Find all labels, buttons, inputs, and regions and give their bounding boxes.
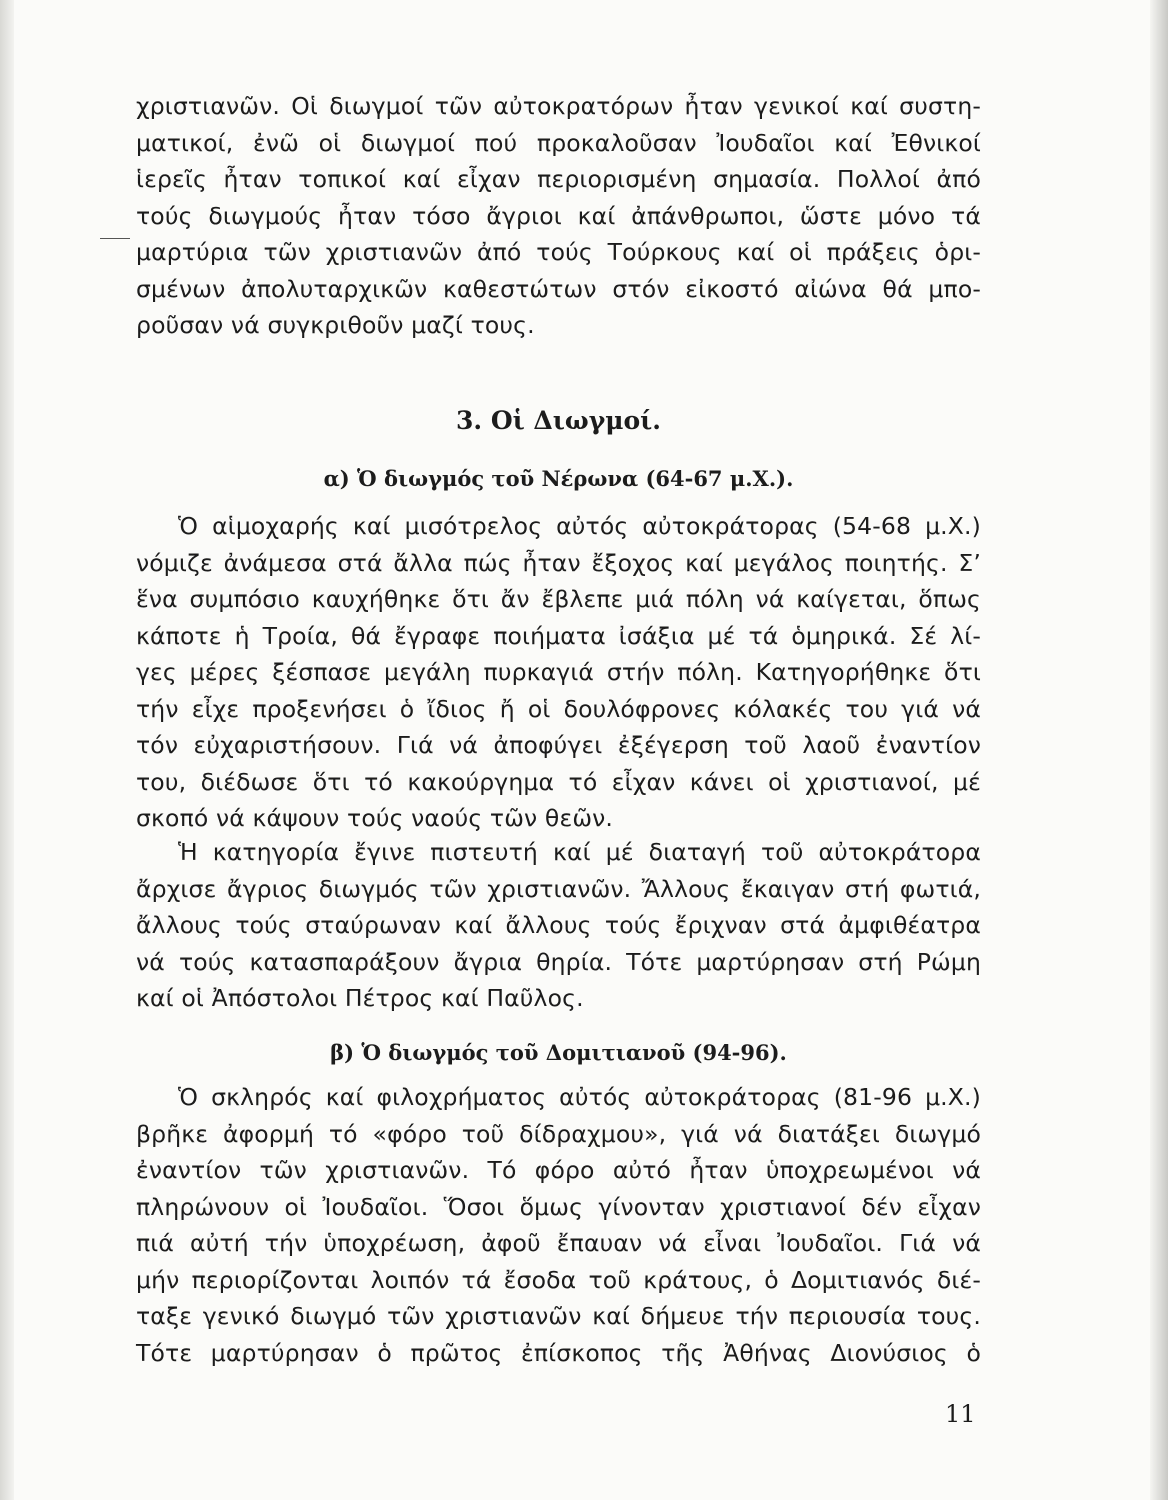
- text-line: Ὁ αἱμοχαρής καί μισότρελος αὐτός αὐτοκράτορας (54-68 μ.Χ.): [178, 512, 981, 540]
- text-line: τόν εὐχαριστήσουν. Γιά νά ἀποφύγει ἐξέγερση τοῦ λαοῦ ἐναντίον: [136, 731, 981, 759]
- text-line: Ὁ σκληρός καί φιλοχρήματος αὐτός αὐτοκράτορας (81-96 μ.Χ.): [178, 1083, 981, 1111]
- text-line: γες μέρες ξέσπασε μεγάλη πυρκαγιά στήν πόλη. Κατηγορήθηκε ὅτι: [136, 658, 981, 686]
- text-line: πιά αὐτή τήν ὑποχρέωση, ἀφοῦ ἔπαυαν νά εἶναι Ἰουδαῖοι. Γιά νά: [136, 1229, 981, 1257]
- text-line: καί οἱ Ἀπόστολοι Πέτρος καί Παῦλος.: [136, 984, 584, 1012]
- text-line: ταξε γενικό διωγμό τῶν χριστιανῶν καί δήμευε τήν περιουσία τους.: [136, 1302, 981, 1330]
- page-edge-left: [0, 0, 14, 1500]
- text-line: ἱερεῖς ἦταν τοπικοί καί εἶχαν περιορισμένη σημασία. Πολλοί ἀπό: [136, 165, 981, 193]
- margin-mark: [100, 238, 130, 239]
- text-line: πληρώνουν οἱ Ἰουδαῖοι. Ὅσοι ὅμως γίνονταν χριστιανοί δέν εἶχαν: [136, 1192, 981, 1221]
- text-line: σμένων ἀπολυταρχικῶν καθεστώτων στόν εἰκοστό αἰώνα θά μπο-: [136, 274, 981, 303]
- subsection-a-paragraph-2: [136, 834, 981, 1017]
- intro-paragraph: [136, 88, 981, 344]
- subsection-b-paragraph-1: [136, 1079, 981, 1371]
- text-line: σκοπό νά κάψουν τούς ναούς τῶν θεῶν.: [136, 804, 614, 832]
- text-line: κάποτε ἡ Τροία, θά ἔγραφε ποιήματα ἰσάξια μέ τά ὁμηρικά. Σέ λί-: [136, 621, 981, 650]
- text-line: τήν εἶχε προξενήσει ὁ ἴδιος ἤ οἱ δουλόφρονες κόλακές του γιά νά: [136, 694, 981, 723]
- page-number: 11: [945, 1400, 976, 1428]
- text-line: ροῦσαν νά συγκριθοῦν μαζί τους.: [136, 311, 535, 339]
- text-line: Ἡ κατηγορία ἔγινε πιστευτή καί μέ διαταγή τοῦ αὐτοκράτορα: [178, 838, 981, 866]
- text-line: ἄρχισε ἄγριος διωγμός τῶν χριστιανῶν. Ἄλλους ἔκαιγαν στή φωτιά,: [136, 874, 981, 903]
- text-line: ματικοί, ἐνῶ οἱ διωγμοί πού προκαλοῦσαν Ἰουδαῖοι καί Ἐθνικοί: [136, 128, 981, 157]
- page-edge-right: [1150, 0, 1168, 1500]
- text-line: του, διέδωσε ὅτι τό κακούργημα τό εἶχαν κάνει οἱ χριστιανοί, μέ: [136, 767, 981, 796]
- text-line: χριστιανῶν. Οἱ διωγμοί τῶν αὐτοκρατόρων ἦταν γενικοί καί συστη-: [136, 92, 981, 120]
- text-line: ἄλλους τούς σταύρωναν καί ἄλλους τούς ἔριχναν στά ἀμφιθέατρα: [136, 911, 981, 939]
- text-line: μήν περιορίζονται λοιπόν τά ἔσοδα τοῦ κράτους, ὁ Δομιτιανός διέ-: [136, 1265, 981, 1294]
- text-line: μαρτύρια τῶν χριστιανῶν ἀπό τούς Τούρκους καί οἱ πράξεις ὁρι-: [136, 238, 981, 266]
- text-line: βρῆκε ἀφορμή τό «φόρο τοῦ δίδραχμου», γιά νά διατάξει διωγμό: [136, 1119, 981, 1148]
- subsection-a-title: α) Ὁ διωγμός τοῦ Νέρωνα (64-67 μ.Χ.).: [323, 466, 794, 491]
- text-line: νόμιζε ἀνάμεσα στά ἄλλα πώς ἦταν ἔξοχος καί μεγάλος ποιητής. Σ’: [136, 548, 981, 577]
- section-title: 3. Οἱ Διωγμοί.: [456, 406, 661, 435]
- subsection-b-title: β) Ὁ διωγμός τοῦ Δομιτιανοῦ (94-96).: [330, 1040, 787, 1065]
- text-line: τούς διωγμούς ἦταν τόσο ἄγριοι καί ἀπάνθρωποι, ὥστε μόνο τά: [136, 201, 981, 230]
- text-line: ἕνα συμπόσιο καυχήθηκε ὅτι ἄν ἔβλεπε μιά πόλη νά καίγεται, ὅπως: [136, 585, 981, 613]
- text-line: Τότε μαρτύρησαν ὁ πρῶτος ἐπίσκοπος τῆς Ἀθήνας Διονύσιος ὁ: [136, 1338, 981, 1367]
- subsection-a-paragraph-1: [136, 508, 981, 837]
- text-line: ἐναντίον τῶν χριστιανῶν. Τό φόρο αὐτό ἦταν ὑποχρεωμένοι νά: [136, 1156, 981, 1184]
- text-line: νά τούς κατασπαράξουν ἄγρια θηρία. Τότε μαρτύρησαν στή Ρώμη: [136, 947, 981, 976]
